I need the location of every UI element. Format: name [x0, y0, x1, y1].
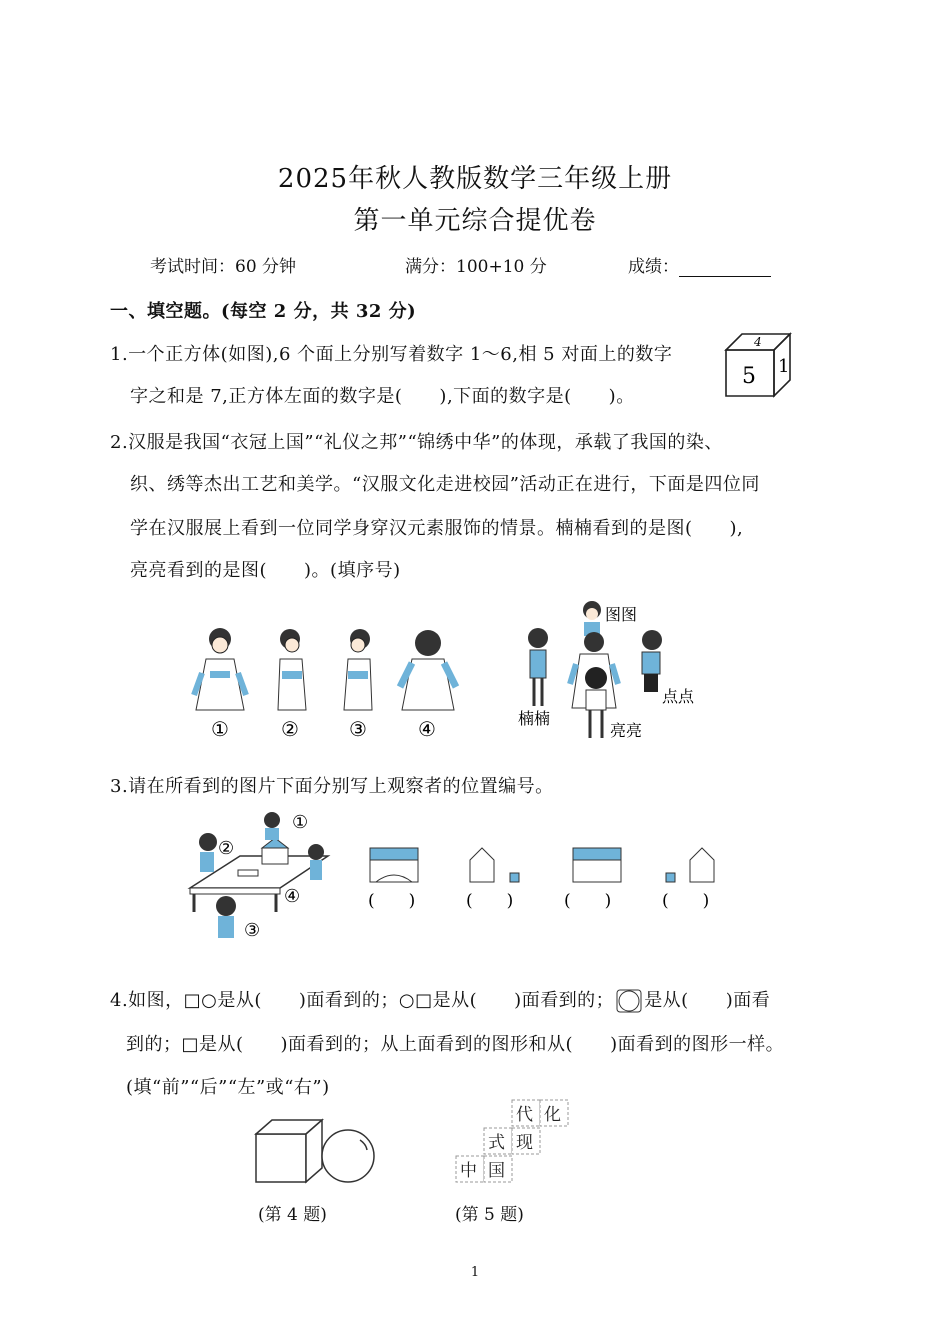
full-score: 满分：100+10 分 [405, 257, 547, 277]
arch-block [238, 870, 258, 876]
q3-table-scene [180, 808, 340, 948]
page-title-line2: 第一单元综合提优卷 [353, 206, 597, 236]
position-1: ① [292, 812, 309, 833]
char-guo: 国 [488, 1161, 505, 1181]
q4-line1 [110, 986, 770, 1013]
view-c [573, 848, 621, 882]
q4-line3: (填“前”“后”“左”或“右”) [126, 1077, 330, 1098]
q1-line1: 1.一个正方体(如图),6 个面上分别写着数字 1～6,相 5 对面上的数字 [110, 344, 673, 365]
q2-hanfu-views [180, 615, 470, 745]
q3-view-figures [360, 840, 730, 915]
name-diandian: 点点 [662, 687, 695, 706]
hanfu-view-1 [194, 628, 246, 710]
char-xian: 现 [516, 1133, 533, 1153]
blank-2[interactable]: ( ) [466, 891, 514, 911]
grade-label: 成绩： [628, 257, 679, 277]
grade-blank[interactable] [679, 258, 771, 277]
char-hua: 化 [544, 1105, 561, 1125]
q2-observers-scene [510, 598, 710, 748]
char-dai: 代 [516, 1105, 533, 1125]
q3-line1: 3.请在所看到的图片下面分别写上观察者的位置编号。 [110, 776, 554, 797]
hanfu-view-4 [400, 630, 456, 710]
observer-liangliang [585, 667, 607, 738]
house-block [262, 848, 288, 864]
table-edge [190, 888, 280, 894]
view-b [470, 848, 519, 882]
cube-front [256, 1134, 306, 1182]
q5-caption: (第 5 题) [455, 1205, 524, 1225]
section-heading: 一、填空题。(每空 2 分，共 32 分) [110, 301, 417, 322]
ball [322, 1130, 374, 1182]
view-label-4: ④ [418, 717, 436, 741]
cube-front-number: 5 [742, 364, 756, 389]
grade-field [628, 252, 771, 277]
page-number: 1 [470, 1265, 480, 1280]
position-4: ④ [284, 886, 301, 907]
view-label-1: ① [211, 717, 229, 741]
q4-caption: (第 4 题) [258, 1205, 327, 1225]
observer-tutu [583, 601, 601, 636]
blank-3[interactable]: ( ) [564, 891, 612, 911]
page-title-line1: 2025年秋人教版数学三年级上册 [277, 164, 673, 194]
name-liangliang: 亮亮 [610, 721, 643, 740]
name-nannan: 楠楠 [518, 709, 551, 728]
q4-figure [250, 1116, 380, 1186]
q2-line2: 织、绣等杰出工艺和美学。“汉服文化走进校园”活动正在进行，下面是四位同 [130, 474, 760, 495]
view-label-2: ② [281, 717, 299, 741]
view-label-3: ③ [349, 717, 367, 741]
exam-time: 考试时间：60 分钟 [150, 257, 297, 277]
char-zhong: 中 [460, 1161, 477, 1181]
position-2: ② [218, 838, 235, 859]
name-tutu: 图图 [605, 605, 638, 624]
q4-line2: 到的；□是从( )面看到的；从上面看到的图形和从( )面看到的图形一样。 [126, 1034, 785, 1055]
q5-figure [450, 1094, 580, 1186]
rounded-square-icon [616, 989, 642, 1013]
q4-line1-part1: 4.如图，□○是从( )面看到的；○□是从( )面看到的； [110, 990, 615, 1011]
q2-line1: 2.汉服是我国“衣冠上国”“礼仪之邦”“锦绣中华”的体现，承载了我国的染、 [110, 432, 723, 453]
position-3: ③ [244, 920, 261, 941]
char-shi: 式 [488, 1133, 505, 1153]
view-a [370, 848, 418, 882]
view-d [666, 848, 714, 882]
blank-1[interactable]: ( ) [368, 891, 416, 911]
q1-line2: 字之和是 7,正方体左面的数字是( ),下面的数字是( )。 [130, 386, 635, 407]
observer-diandian [642, 630, 662, 692]
q4-line1-part2: 是从( )面看 [644, 990, 771, 1011]
q2-line4: 亮亮看到的是图( )。(填序号) [130, 560, 401, 581]
cube-top-number: 4 [754, 335, 762, 349]
hanfu-view-3 [344, 629, 372, 710]
cube-right-number: 1 [778, 356, 790, 377]
q2-line3: 学在汉服展上看到一位同学身穿汉元素服饰的情景。楠楠看到的是图( ), [130, 518, 744, 539]
blank-4[interactable]: ( ) [662, 891, 710, 911]
observer-nannan [528, 628, 548, 706]
q1-cube-figure [722, 330, 794, 400]
hanfu-view-2 [278, 629, 306, 710]
